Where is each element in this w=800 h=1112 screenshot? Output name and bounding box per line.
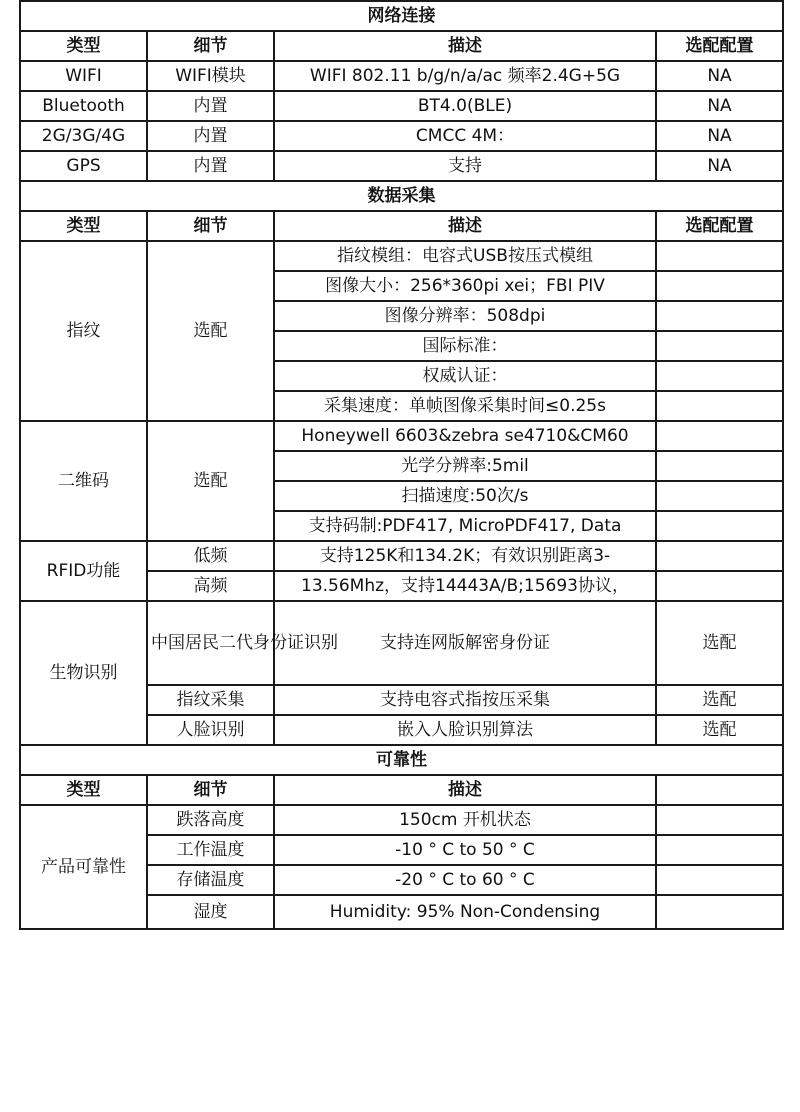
header-config: 选配配置 <box>656 31 783 61</box>
cell-desc: 图像分辨率：508dpi <box>274 301 656 331</box>
header-desc: 描述 <box>274 31 656 61</box>
cell-desc: 采集速度：单帧图像采集时间≤0.25s <box>274 391 656 421</box>
cell-config <box>656 481 783 511</box>
cell-config <box>656 271 783 301</box>
table-row <box>20 61 783 91</box>
cell-detail: 内置 <box>147 151 274 181</box>
cell-detail: WIFI模块 <box>147 61 274 91</box>
cell-desc: 支持 <box>274 151 656 181</box>
section-title-data: 数据采集 <box>20 181 783 211</box>
table-row <box>20 805 783 835</box>
cell-desc: 扫描速度:50次/s <box>274 481 656 511</box>
header-detail: 细节 <box>147 775 274 805</box>
cell-desc: 支持125K和134.2K；有效识别距离3- <box>274 541 656 571</box>
cell-config: NA <box>656 91 783 121</box>
cell-config: 选配 <box>656 685 783 715</box>
cell-desc: 指纹模组：电容式USB按压式模组 <box>274 241 656 271</box>
section-row-reliability <box>20 745 783 775</box>
header-desc: 描述 <box>274 775 656 805</box>
header-desc: 描述 <box>274 211 656 241</box>
cell-config <box>656 895 783 929</box>
cell-config: 选配 <box>656 601 783 685</box>
cell-desc: -10 ° C to 50 ° C <box>274 835 656 865</box>
cell-config <box>656 571 783 601</box>
cell-desc: 支持码制:PDF417, MicroPDF417, Data <box>274 511 656 541</box>
cell-config <box>656 451 783 481</box>
cell-desc: 150cm 开机状态 <box>274 805 656 835</box>
cell-detail: 跌落高度 <box>147 805 274 835</box>
cell-config: NA <box>656 61 783 91</box>
header-config: 选配配置 <box>656 211 783 241</box>
cell-config <box>656 241 783 271</box>
cell-type-fingerprint: 指纹 <box>20 241 147 421</box>
cell-config <box>656 421 783 451</box>
cell-detail: 低频 <box>147 541 274 571</box>
table-row <box>20 241 783 271</box>
cell-config: NA <box>656 121 783 151</box>
table-row <box>20 541 783 571</box>
cell-desc: 图像大小：256*360pi xei；FBI PIV <box>274 271 656 301</box>
cell-desc: Honeywell 6603&zebra se4710&CM60 <box>274 421 656 451</box>
cell-detail: 人脸识别 <box>147 715 274 745</box>
cell-detail: 中国居民二代身份证识别 <box>147 601 274 685</box>
cell-detail: 指纹采集 <box>147 685 274 715</box>
cell-desc: 支持电容式指按压采集 <box>274 685 656 715</box>
cell-config <box>656 391 783 421</box>
cell-desc: 支持连网版解密身份证 <box>274 601 656 685</box>
cell-desc: 嵌入人脸识别算法 <box>274 715 656 745</box>
cell-detail: 存储温度 <box>147 865 274 895</box>
cell-desc: 权威认证： <box>274 361 656 391</box>
cell-desc: -20 ° C to 60 ° C <box>274 865 656 895</box>
cell-type-barcode: 二维码 <box>20 421 147 541</box>
cell-detail-fingerprint: 选配 <box>147 241 274 421</box>
cell-type-biometric: 生物识别 <box>20 601 147 745</box>
cell-desc: CMCC 4M： <box>274 121 656 151</box>
cell-desc: Humidity: 95% Non-Condensing <box>274 895 656 929</box>
cell-desc: 光学分辨率:5mil <box>274 451 656 481</box>
cell-detail: 高频 <box>147 571 274 601</box>
cell-type: 2G/3G/4G <box>20 121 147 151</box>
section-row-data <box>20 181 783 211</box>
cell-desc: 13.56Mhz，支持14443A/B;15693协议， <box>274 571 656 601</box>
table-row <box>20 121 783 151</box>
header-row <box>20 31 783 61</box>
header-type: 类型 <box>20 211 147 241</box>
cell-config <box>656 361 783 391</box>
cell-detail: 湿度 <box>147 895 274 929</box>
cell-type-reliability: 产品可靠性 <box>20 805 147 929</box>
cell-config: NA <box>656 151 783 181</box>
cell-desc: 国际标准： <box>274 331 656 361</box>
section-title-reliability: 可靠性 <box>20 745 783 775</box>
cell-detail: 工作温度 <box>147 835 274 865</box>
cell-detail: 内置 <box>147 91 274 121</box>
header-detail: 细节 <box>147 211 274 241</box>
header-config-empty <box>656 775 783 805</box>
cell-type: GPS <box>20 151 147 181</box>
cell-type: WIFI <box>20 61 147 91</box>
cell-config <box>656 511 783 541</box>
cell-config <box>656 541 783 571</box>
cell-desc: BT4.0(BLE) <box>274 91 656 121</box>
cell-config <box>656 331 783 361</box>
header-detail: 细节 <box>147 31 274 61</box>
section-row-network <box>20 1 783 31</box>
cell-detail: 内置 <box>147 121 274 151</box>
header-row <box>20 211 783 241</box>
cell-config <box>656 835 783 865</box>
cell-config <box>656 865 783 895</box>
cell-type-rfid: RFID功能 <box>20 541 147 601</box>
table-row <box>20 421 783 451</box>
table-row <box>20 151 783 181</box>
spec-table <box>19 0 784 930</box>
table-row <box>20 91 783 121</box>
cell-config <box>656 301 783 331</box>
cell-type: Bluetooth <box>20 91 147 121</box>
section-title-network: 网络连接 <box>20 1 783 31</box>
header-row <box>20 775 783 805</box>
cell-config <box>656 805 783 835</box>
table-row <box>20 601 783 685</box>
cell-desc: WIFI 802.11 b/g/n/a/ac 频率2.4G+5G <box>274 61 656 91</box>
header-type: 类型 <box>20 775 147 805</box>
header-type: 类型 <box>20 31 147 61</box>
cell-detail-barcode: 选配 <box>147 421 274 541</box>
cell-config: 选配 <box>656 715 783 745</box>
